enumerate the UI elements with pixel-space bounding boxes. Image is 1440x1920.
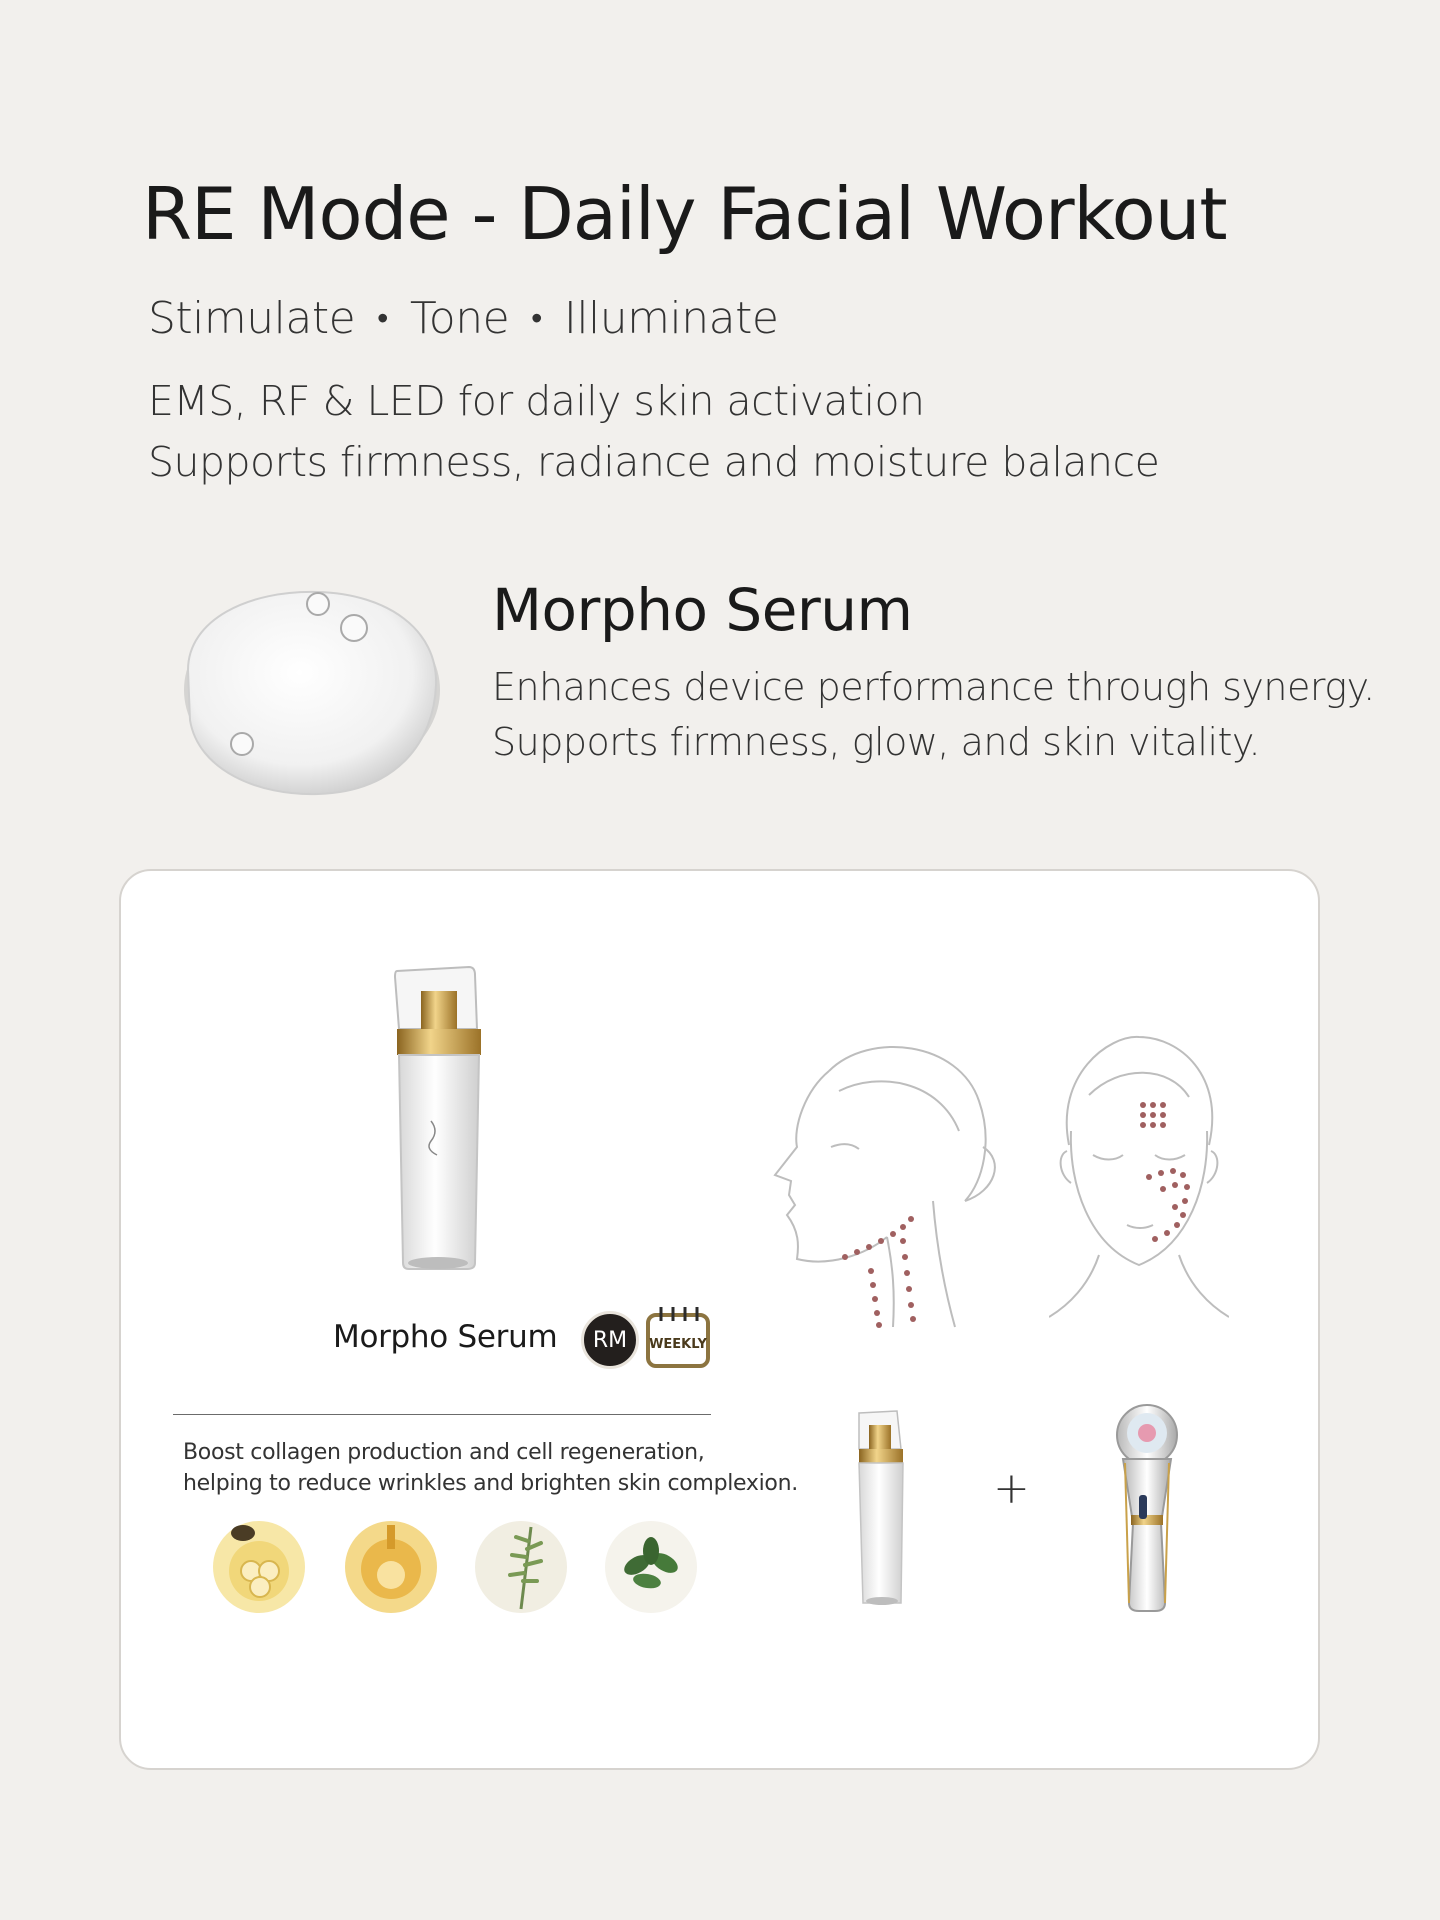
page-title: RE Mode - Daily Facial Workout bbox=[142, 172, 1227, 256]
benefit-line: Boost collagen production and cell regeneration, bbox=[183, 1440, 705, 1465]
serum-bottle-image bbox=[383, 963, 493, 1273]
honey-icon bbox=[211, 1519, 307, 1615]
tagline bbox=[148, 293, 778, 344]
front-face-illustration bbox=[1049, 1035, 1229, 1325]
fern-icon bbox=[473, 1519, 569, 1615]
serum-title: Morpho Serum bbox=[492, 576, 913, 644]
plus-sign: + bbox=[993, 1463, 1030, 1514]
tagline-stimulate: Stimulate bbox=[148, 293, 356, 344]
product-card bbox=[119, 869, 1320, 1770]
product-name: Morpho Serum bbox=[333, 1319, 558, 1355]
beauty-device-image bbox=[1109, 1403, 1185, 1613]
serum-description-line: Enhances device performance through synergy. bbox=[492, 665, 1375, 709]
gold-oil-icon bbox=[343, 1519, 439, 1615]
serum-drop-image bbox=[168, 580, 448, 810]
tagline-tone: Tone bbox=[409, 293, 510, 344]
green-herb-icon bbox=[603, 1519, 699, 1615]
description-line: EMS, RF & LED for daily skin activation bbox=[148, 377, 925, 425]
serum-description-line: Supports firmness, glow, and skin vitality. bbox=[492, 720, 1261, 764]
bullet-separator: • bbox=[531, 299, 542, 337]
bullet-separator: • bbox=[377, 299, 388, 337]
rm-badge: RM bbox=[581, 1311, 639, 1369]
side-profile-face-illustration bbox=[769, 1031, 1009, 1331]
divider bbox=[173, 1414, 711, 1415]
benefit-line: helping to reduce wrinkles and brighten skin complexion. bbox=[183, 1471, 798, 1496]
weekly-badge bbox=[645, 1305, 711, 1369]
description-line: Supports firmness, radiance and moisture balance bbox=[148, 438, 1160, 486]
tagline-illuminate: Illuminate bbox=[563, 293, 779, 344]
weekly-label: WEEKLY bbox=[649, 1337, 707, 1352]
small-serum-bottle-image bbox=[851, 1409, 909, 1609]
